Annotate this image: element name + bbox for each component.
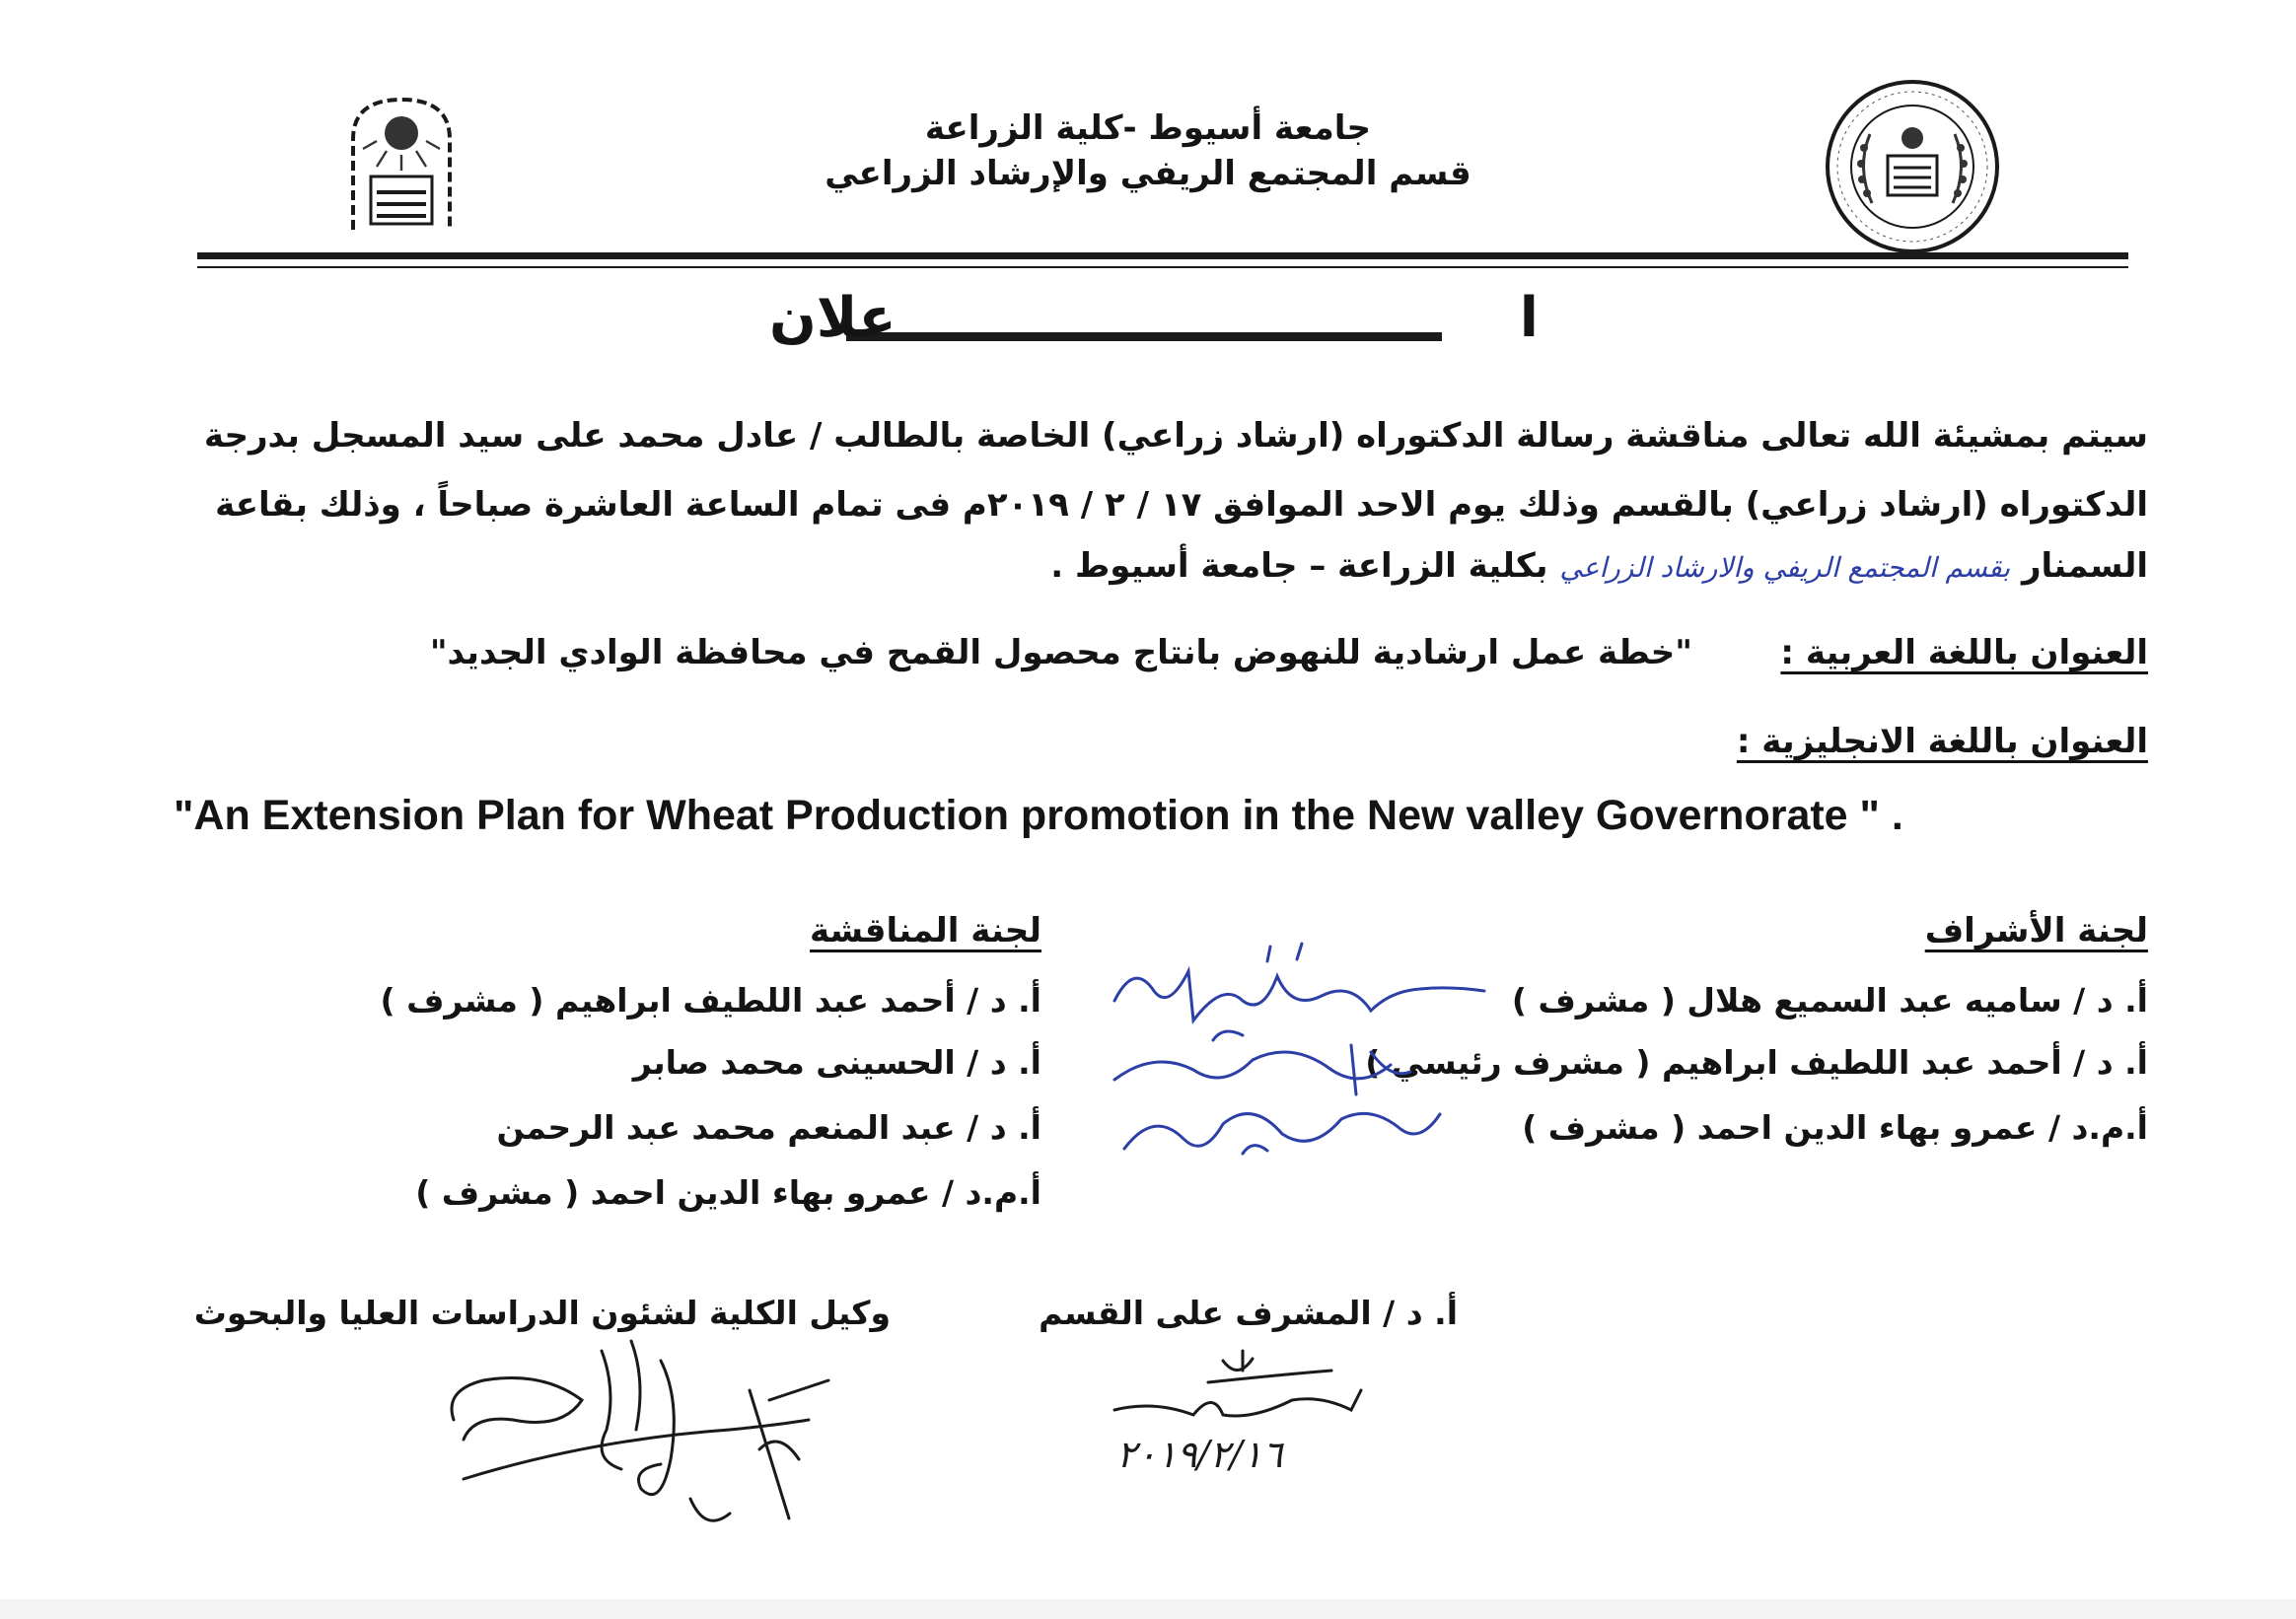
supervision-member-3: أ.م.د / عمرو بهاء الدين احمد ( مشرف ) [1522,1108,2148,1147]
arabic-title-value: "خطة عمل ارشادية للنهوض بانتاج محصول القمح في محافظة الوادي الجديد" [429,633,1692,672]
english-title-label: العنوان باللغة الانجليزية : [1736,722,2148,761]
vice-dean-signature [434,1321,878,1548]
department-head-signature [1095,1341,1400,1489]
body-line-3-start: السمنار [2021,546,2148,586]
english-title-value: "An Extension Plan for Wheat Production promotion in the New valley Governorate " . [174,792,1903,839]
arabic-title-label: العنوان باللغة العربية : [1780,633,2148,672]
scan-bottom-edge [0,1599,2296,1619]
body-line-3-end: بكلية الزراعة – جامعة أسيوط . [1050,546,1548,586]
department-name: قسم المجتمع الريفي والإرشاد الزراعي [825,154,1471,193]
announcement-title [769,286,1539,365]
assiut-university-logo [347,94,456,232]
handwritten-date: ٢٠١٩/٢/١٦ [1116,1433,1283,1476]
supervision-member-1: أ. د / ساميه عبد السميع هلال ( مشرف ) [1511,981,2148,1020]
discussion-member-2: أ. د / الحسينى محمد صابر [632,1043,1041,1082]
body-line-3 [1050,546,2148,586]
discussion-member-4: أ.م.د / عمرو بهاء الدين احمد ( مشرف ) [415,1173,1041,1212]
announcement-title-end: علان [769,286,897,350]
discussion-committee-heading: لجنة المناقشة [810,911,1041,950]
discussion-member-3: أ. د / عبد المنعم محمد عبد الرحمن [496,1108,1041,1147]
vice-dean-label: وكيل الكلية لشئون الدراسات العليا والبحوث [193,1294,891,1332]
university-name: جامعة أسيوط -كلية الزراعة [924,108,1372,148]
discussion-member-1: أ. د / أحمد عبد اللطيف ابراهيم ( مشرف ) [380,981,1041,1020]
header-rule-thin [197,266,2128,268]
supervision-committee-heading: لجنة الأشراف [1924,911,2148,950]
announcement-title-kashida [846,332,1442,341]
announcement-title-start: ا [1519,286,1539,350]
faculty-of-agriculture-seal [1823,77,2002,256]
header-rule-thick [197,252,2128,259]
body-line-2: الدكتوراه (ارشاد زراعي) بالقسم وذلك يوم الاحد الموافق ١٧ / ٢ / ٢٠١٩م فى تمام الساعة العاشرة صباحاً ، وذلك بقاعة [215,485,2148,525]
department-head-label: أ. د / المشرف على القسم [1039,1294,1458,1332]
body-line-1: سيتم بمشيئة الله تعالى مناقشة رسالة الدكتوراه (ارشاد زراعي) الخاصة بالطالب / عادل محمد على سيد المسجل بدرجة [203,416,2148,456]
handwritten-location: بقسم المجتمع الريفي والارشاد الزراعي [1559,551,2011,584]
supervision-member-2: أ. د / أحمد عبد اللطيف ابراهيم ( مشرف رئيسي ) [1365,1043,2148,1082]
supervisor-signatures [1095,942,1509,1168]
